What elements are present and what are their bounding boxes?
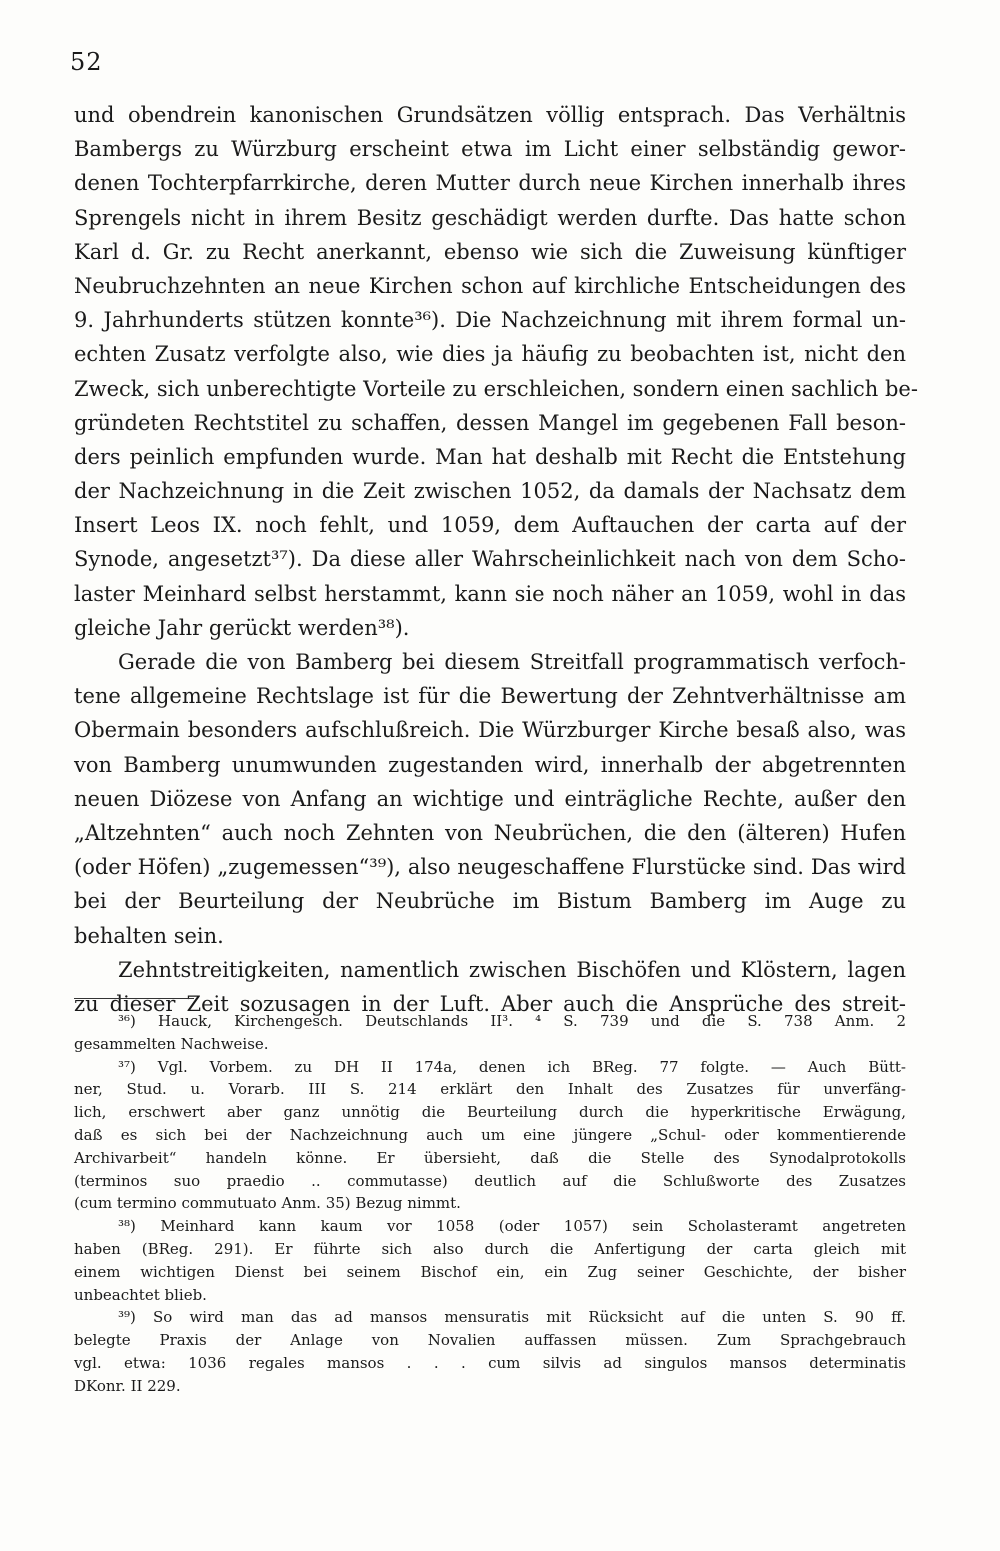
text-line: 9. Jahrhunderts stützen konnte³⁶). Die Nachzeichnung mit ihrem formal un- <box>74 308 906 333</box>
text-line: tene allgemeine Rechtslage ist für die Bewertung der Zehntverhältnisse am <box>74 684 906 709</box>
text-line: gründeten Rechtstitel zu schaffen, dessen Mangel im gegebenen Fall beson- <box>74 410 906 435</box>
text-line: laster Meinhard selbst herstammt, kann sie noch näher an 1059, wohl in das <box>74 581 906 606</box>
text-line: Obermain besonders aufschlußreich. Die Würzburger Kirche besaß also, was <box>74 718 906 743</box>
footnote-line: ³⁹) So wird man das ad mansos mensuratis mit Rücksicht auf die unten S. 90 ff. <box>118 1308 906 1327</box>
footnote <box>74 1215 906 1306</box>
footnote-line: DKonr. II 229. <box>74 1376 181 1395</box>
text-line: und obendrein kanonischen Grundsätzen völlig entsprach. Das Verhältnis <box>74 103 906 127</box>
footnote-line: daß es sich bei der Nachzeichnung auch um eine jüngere „Schul- oder kommentierende <box>74 1125 906 1144</box>
footnote-line: haben (BReg. 291). Er führte sich also durch die Anfertigung der carta gleich mit <box>74 1239 906 1258</box>
footnote-line: gesammelten Nachweise. <box>74 1034 269 1053</box>
footnote-line: vgl. etwa: 1036 regales mansos . . . cum silvis ad singulos mansos determinatis <box>74 1353 906 1372</box>
footnote-line: ³⁷) Vgl. Vorbem. zu DH II 174a, denen ich BReg. 77 folgte. — Auch Bütt- <box>118 1057 906 1076</box>
footnote-line: (terminos suo praedio .. commutasse) deutlich auf die Schlußworte des Zusatzes <box>74 1171 906 1190</box>
footnote <box>74 1056 906 1216</box>
footnote-line: belegte Praxis der Anlage von Novalien auffassen müssen. Zum Sprachgebrauch <box>74 1331 906 1350</box>
footnote <box>74 1306 906 1397</box>
text-line: gleiche Jahr gerückt werden³⁸). <box>74 615 410 640</box>
text-line: bei der Beurteilung der Neubrüche im Bistum Bamberg im Auge zu <box>74 889 906 914</box>
text-line: Gerade die von Bamberg bei diesem Streitfall programmatisch verfoch- <box>118 650 906 674</box>
footnote-line: lich, erschwert aber ganz unnötig die Beurteilung durch die hyperkritische Erwägung, <box>74 1103 906 1122</box>
text-line: ders peinlich empfunden wurde. Man hat deshalb mit Recht die Entstehung <box>74 444 906 469</box>
text-line: zu dieser Zeit sozusagen in der Luft. Aber auch die Ansprüche des streit- <box>74 991 906 1016</box>
footnote <box>74 1010 906 1056</box>
footnote-line: ³⁸) Meinhard kann kaum vor 1058 (oder 1057) sein Scholasteramt angetreten <box>118 1217 906 1236</box>
paragraph <box>74 645 906 953</box>
main-text <box>74 98 918 1021</box>
text-line: echten Zusatz verfolgte also, wie dies ja häufig zu beobachten ist, nicht den <box>74 342 906 367</box>
text-line: Insert Leos IX. noch fehlt, und 1059, dem Auftauchen der carta auf der <box>74 513 906 538</box>
paragraph <box>74 98 918 645</box>
text-line: der Nachzeichnung in die Zeit zwischen 1052, da damals der Nachsatz dem <box>74 479 906 504</box>
footnote-line: ner, Stud. u. Vorarb. III S. 214 erklärt den Inhalt des Zusatzes für unverfäng- <box>74 1080 906 1099</box>
text-line: behalten sein. <box>74 923 224 948</box>
text-line: Bambergs zu Würzburg erscheint etwa im Licht einer selbständig gewor- <box>74 137 906 162</box>
footnote-line: unbeachtet blieb. <box>74 1285 207 1304</box>
text-line: Sprengels nicht in ihrem Besitz geschädigt werden durfte. Das hatte schon <box>74 205 906 230</box>
text-line: von Bamberg unumwunden zugestanden wird, innerhalb der abgetrennten <box>74 752 906 777</box>
text-line: „Altzehnten“ auch noch Zehnten von Neubrüchen, die den (älteren) Hufen <box>74 820 906 845</box>
footnote-line: Archivarbeit“ handeln könne. Er übersieht, daß die Stelle des Synodalprotokolls <box>74 1148 906 1167</box>
text-line: denen Tochterpfarrkirche, deren Mutter durch neue Kirchen innerhalb ihres <box>74 171 906 196</box>
footnote-line: (cum termino commutuato Anm. 35) Bezug nimmt. <box>74 1194 461 1213</box>
text-line: (oder Höfen) „zugemessen“³⁹), also neugeschaffene Flurstücke sind. Das wird <box>74 855 906 880</box>
text-line: Karl d. Gr. zu Recht anerkannt, ebenso wie sich die Zuweisung künftiger <box>74 239 906 264</box>
text-line: Synode, angesetzt³⁷). Da diese aller Wahrscheinlichkeit nach von dem Scho- <box>74 547 906 572</box>
footnote-line: ³⁶) Hauck, Kirchengesch. Deutschlands II³. ⁴ S. 739 und die S. 738 Anm. 2 <box>118 1012 906 1030</box>
text-line: Neubruchzehnten an neue Kirchen schon auf kirchliche Entscheidungen des <box>74 273 906 298</box>
text-line: Zweck, sich unberechtigte Vorteile zu erschleichen, sondern einen sachlich be- <box>74 376 918 401</box>
text-line: neuen Diözese von Anfang an wichtige und einträgliche Rechte, außer den <box>74 786 906 811</box>
footnote-divider <box>74 998 194 999</box>
text-line: Zehntstreitigkeiten, namentlich zwischen Bischöfen und Klöstern, lagen <box>118 957 906 982</box>
page-number: 52 <box>70 48 103 76</box>
footnotes <box>74 1010 906 1398</box>
footnote-line: einem wichtigen Dienst bei seinem Bischof ein, ein Zug seiner Geschichte, der bisher <box>74 1262 906 1281</box>
